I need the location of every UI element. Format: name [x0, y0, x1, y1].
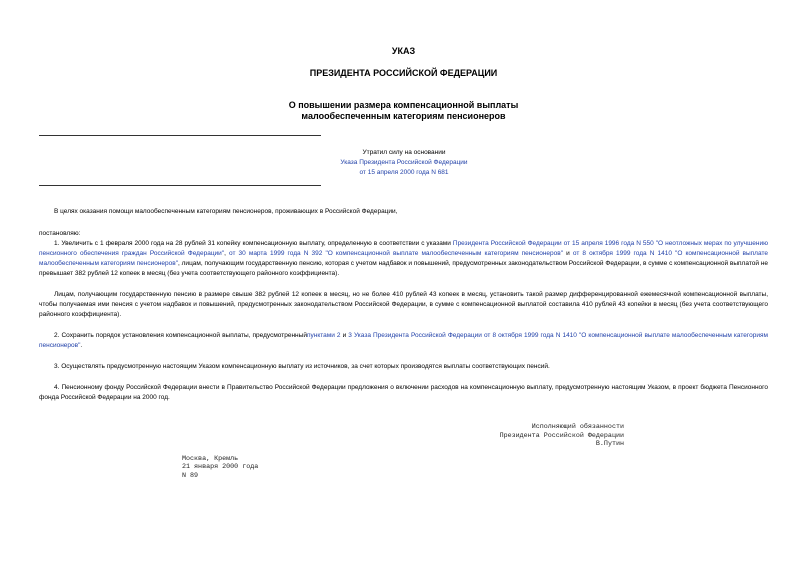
decree-title: УКАЗ: [391, 46, 416, 56]
place: Москва, Кремль: [182, 455, 239, 463]
signature-line-1: Исполняющий обязанности: [531, 423, 624, 431]
decree-word: постановляю:: [39, 230, 81, 237]
status-note-line-1: Утратил силу на основании: [362, 149, 446, 156]
paragraph-4: 3. Осуществлять предусмотренную настоящим Указом компенсационную выплату из источников, за счет которых производятся выплаты соответствующих пенсий.: [54, 363, 550, 370]
paragraph-3-text-a: 2. Сохранить порядок установления компенсационной выплаты, предусмотренный: [54, 332, 307, 339]
decree-subject-line-1: О повышении размера компенсационной выплаты: [288, 100, 519, 110]
paragraph-1-text-c: и: [563, 250, 573, 257]
link-decree-1410[interactable]: от 8 октября 1999 года N 1410 "О компенсационной выплате малообеспеченным категориям пенсионеров": [39, 250, 768, 267]
paragraph-1-text-a: 1. Увеличить с 1 февраля 2000 года на 28 рублей 31 копейку компенсационную выплату, определенную в соответствии с указами: [54, 240, 453, 247]
divider-top: [39, 135, 321, 136]
paragraph-3: [39, 331, 768, 351]
link-point-3-decree-1410[interactable]: 3 Указа Президента Российской Федерации от 8 октября 1999 года N 1410 "О компенсационной выплате малообеспеченным категориям пенсионеров": [39, 332, 768, 349]
paragraph-1: [39, 239, 768, 279]
link-decree-550[interactable]: Президента Российской Федерации от 15 апреля 1996 года N 550 "О неотложных мерах по улучшению пенсионного обеспечения граждан Российской Федерации": [39, 240, 768, 257]
divider-bottom: [39, 185, 321, 186]
paragraph-3-text-b: и: [340, 332, 349, 339]
paragraph-5: 4. Пенсионному фонду Российской Федерации внести в Правительство Российской Федерации предложения о включении расходов на компенсационную выплату, предусмотренную настоящим Указом, в проект бюджета Пенсионного фонда Российской Федерации на 2000 год.: [39, 384, 768, 401]
status-note-link-decree[interactable]: Указа Президента Российской Федерации: [340, 159, 468, 166]
link-decree-392[interactable]: от 30 марта 1999 года N 392 "О компенсационной выплате малообеспеченным категориям пенсионеров": [229, 250, 564, 257]
decree-issuer: ПРЕЗИДЕНТА РОССИЙСКОЙ ФЕДЕРАЦИИ: [309, 68, 498, 78]
paragraph-1-text-b: ,: [224, 250, 229, 257]
preamble: В целях оказания помощи малообеспеченным категориям пенсионеров, проживающих в Российской Федерации,: [54, 208, 398, 215]
paragraph-3-text-c: .: [80, 342, 83, 349]
decree-number: N 89: [182, 472, 199, 480]
paragraph-2: Лицам, получающим государственную пенсию в размере свыше 382 рублей 12 копеек в месяц, но не более 410 рублей 43 копеек в месяц, установить такой размер дифференцированной ежемесячной компенсационной выплаты, чтобы получаемая ими пенсия с учетом надбавок и повышений, предусмотренных законодательством Российской Федерации, в сумме с компенсационной выплатой составила 410 рублей 43 копейки в месяц (без учета соответствующего районного коэффициента).: [39, 291, 768, 318]
status-note-link-date[interactable]: от 15 апреля 2000 года N 681: [359, 169, 449, 176]
decree-subject-line-2: малообеспеченным категориям пенсионеров: [301, 111, 506, 121]
date: 21 января 2000 года: [182, 463, 259, 471]
signature-name: В.Путин: [595, 440, 624, 448]
link-points-2[interactable]: пунктами 2: [306, 332, 341, 339]
signature-line-2: Президента Российской Федерации: [499, 432, 624, 440]
paragraph-1-text-d: , лицам, получающим государственную пенсию, которая с учетом надбавок и повышений, предусмотренных законодательством Российской Федерации, в сумме с компенсационной выплатой не превышает 382 рублей 12 копеек в месяц (без учета соответствующего районного коэффициента).: [39, 260, 768, 277]
